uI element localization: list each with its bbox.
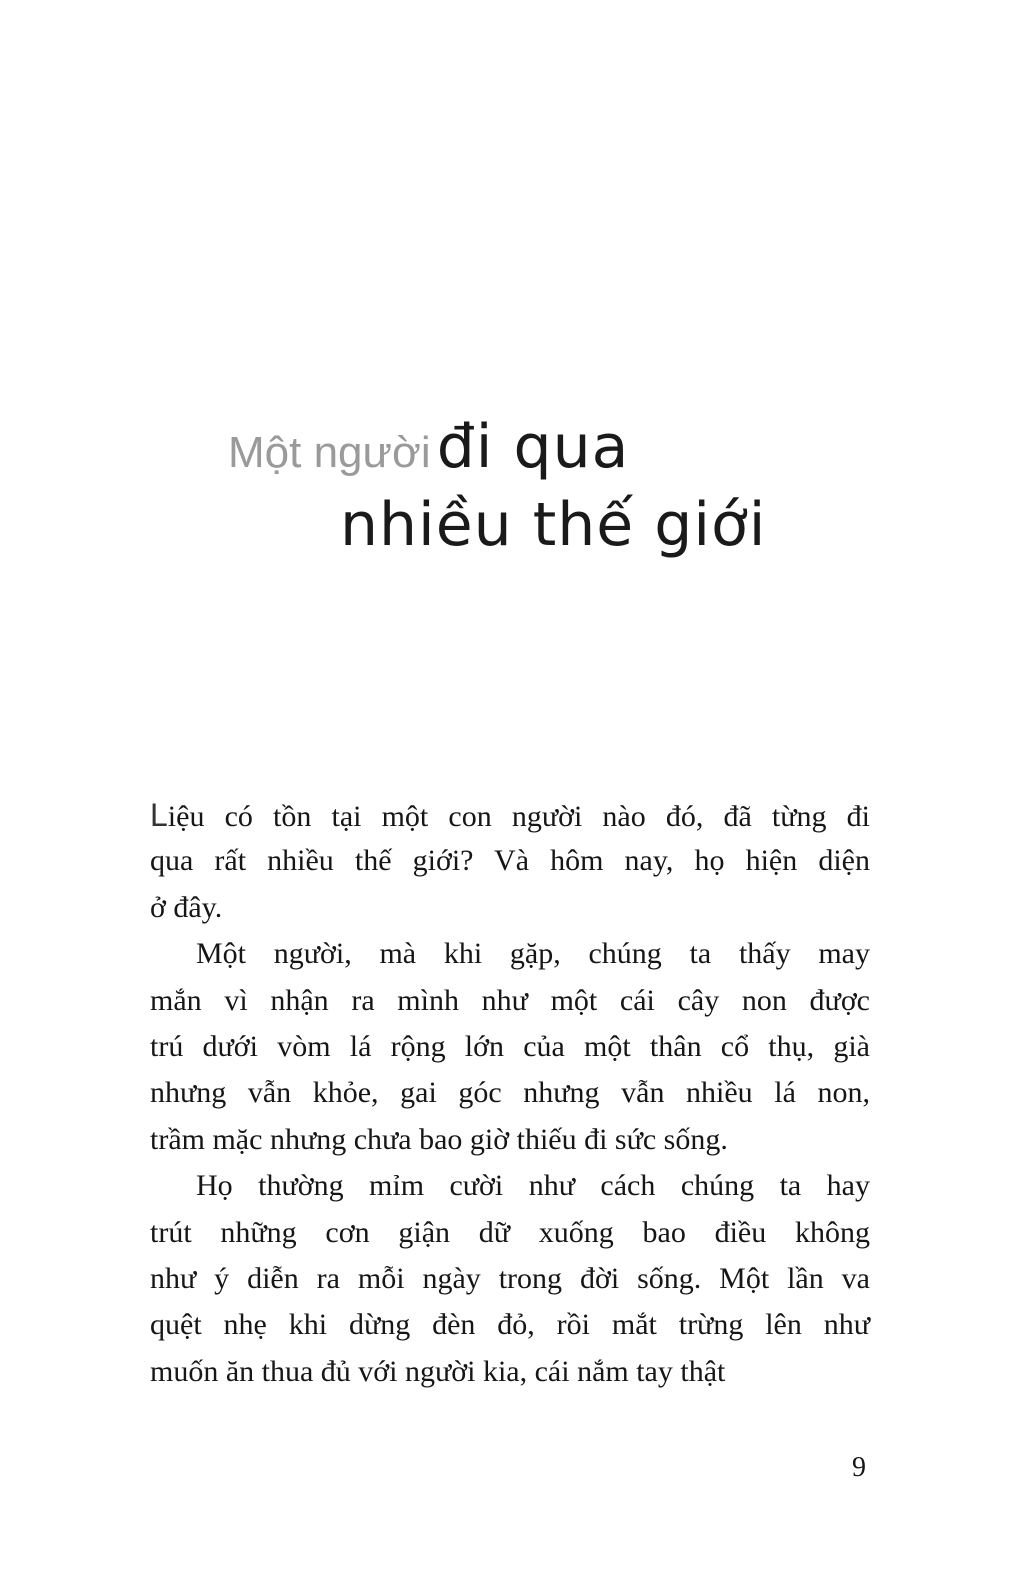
text-line xyxy=(150,1210,870,1256)
chapter-title-line-2: nhiều thế giới xyxy=(340,490,767,560)
text-line xyxy=(150,792,870,838)
text-line xyxy=(150,1117,870,1163)
text-line xyxy=(150,1024,870,1070)
text-line-content: Một người, mà khi gặp, chúng ta thấy may xyxy=(196,937,870,971)
text-line xyxy=(150,1163,870,1209)
text-line-content: ở đây. xyxy=(150,890,223,924)
text-line xyxy=(150,978,870,1024)
text-line-content: muốn ăn thua đủ với người kia, cái nắm tay thật xyxy=(150,1354,726,1388)
text-line xyxy=(150,885,870,931)
text-line-content: mắn vì nhận ra mình như một cái cây non được xyxy=(150,983,870,1017)
chapter-title-dark: đi qua xyxy=(436,412,630,482)
text-line-content: trầm mặc nhưng chưa bao giờ thiếu đi sức sống. xyxy=(150,1122,728,1156)
drop-cap: L xyxy=(150,797,168,833)
text-line-content: Họ thường mỉm cười như cách chúng ta hay xyxy=(196,1169,870,1203)
text-line-content: trút những cơn giận dữ xuống bao điều không xyxy=(150,1215,870,1249)
text-line-content: trú dưới vòm lá rộng lớn của một thân cổ thụ, già xyxy=(150,1029,870,1063)
chapter-title-line-1 xyxy=(228,412,629,482)
text-line xyxy=(150,1070,870,1116)
page-number: 9 xyxy=(852,1452,866,1483)
chapter-title-light: Một người xyxy=(228,428,431,477)
text-line xyxy=(150,1256,870,1302)
text-line-content: qua rất nhiều thế giới? Và hôm nay, họ hiện diện xyxy=(150,844,870,878)
text-line xyxy=(150,1302,870,1348)
text-line-content: iệu có tồn tại một con người nào đó, đã từng đi xyxy=(167,800,870,833)
text-line xyxy=(150,1349,870,1395)
text-line-content: như ý diễn ra mỗi ngày trong đời sống. Một lần va xyxy=(150,1261,870,1295)
text-line-content: nhưng vẫn khỏe, gai góc nhưng vẫn nhiều lá non, xyxy=(150,1076,870,1110)
text-line xyxy=(150,931,870,977)
text-line xyxy=(150,838,870,884)
body-text xyxy=(150,792,870,1395)
text-line-content: quệt nhẹ khi dừng đèn đỏ, rồi mắt trừng lên như xyxy=(150,1308,870,1342)
